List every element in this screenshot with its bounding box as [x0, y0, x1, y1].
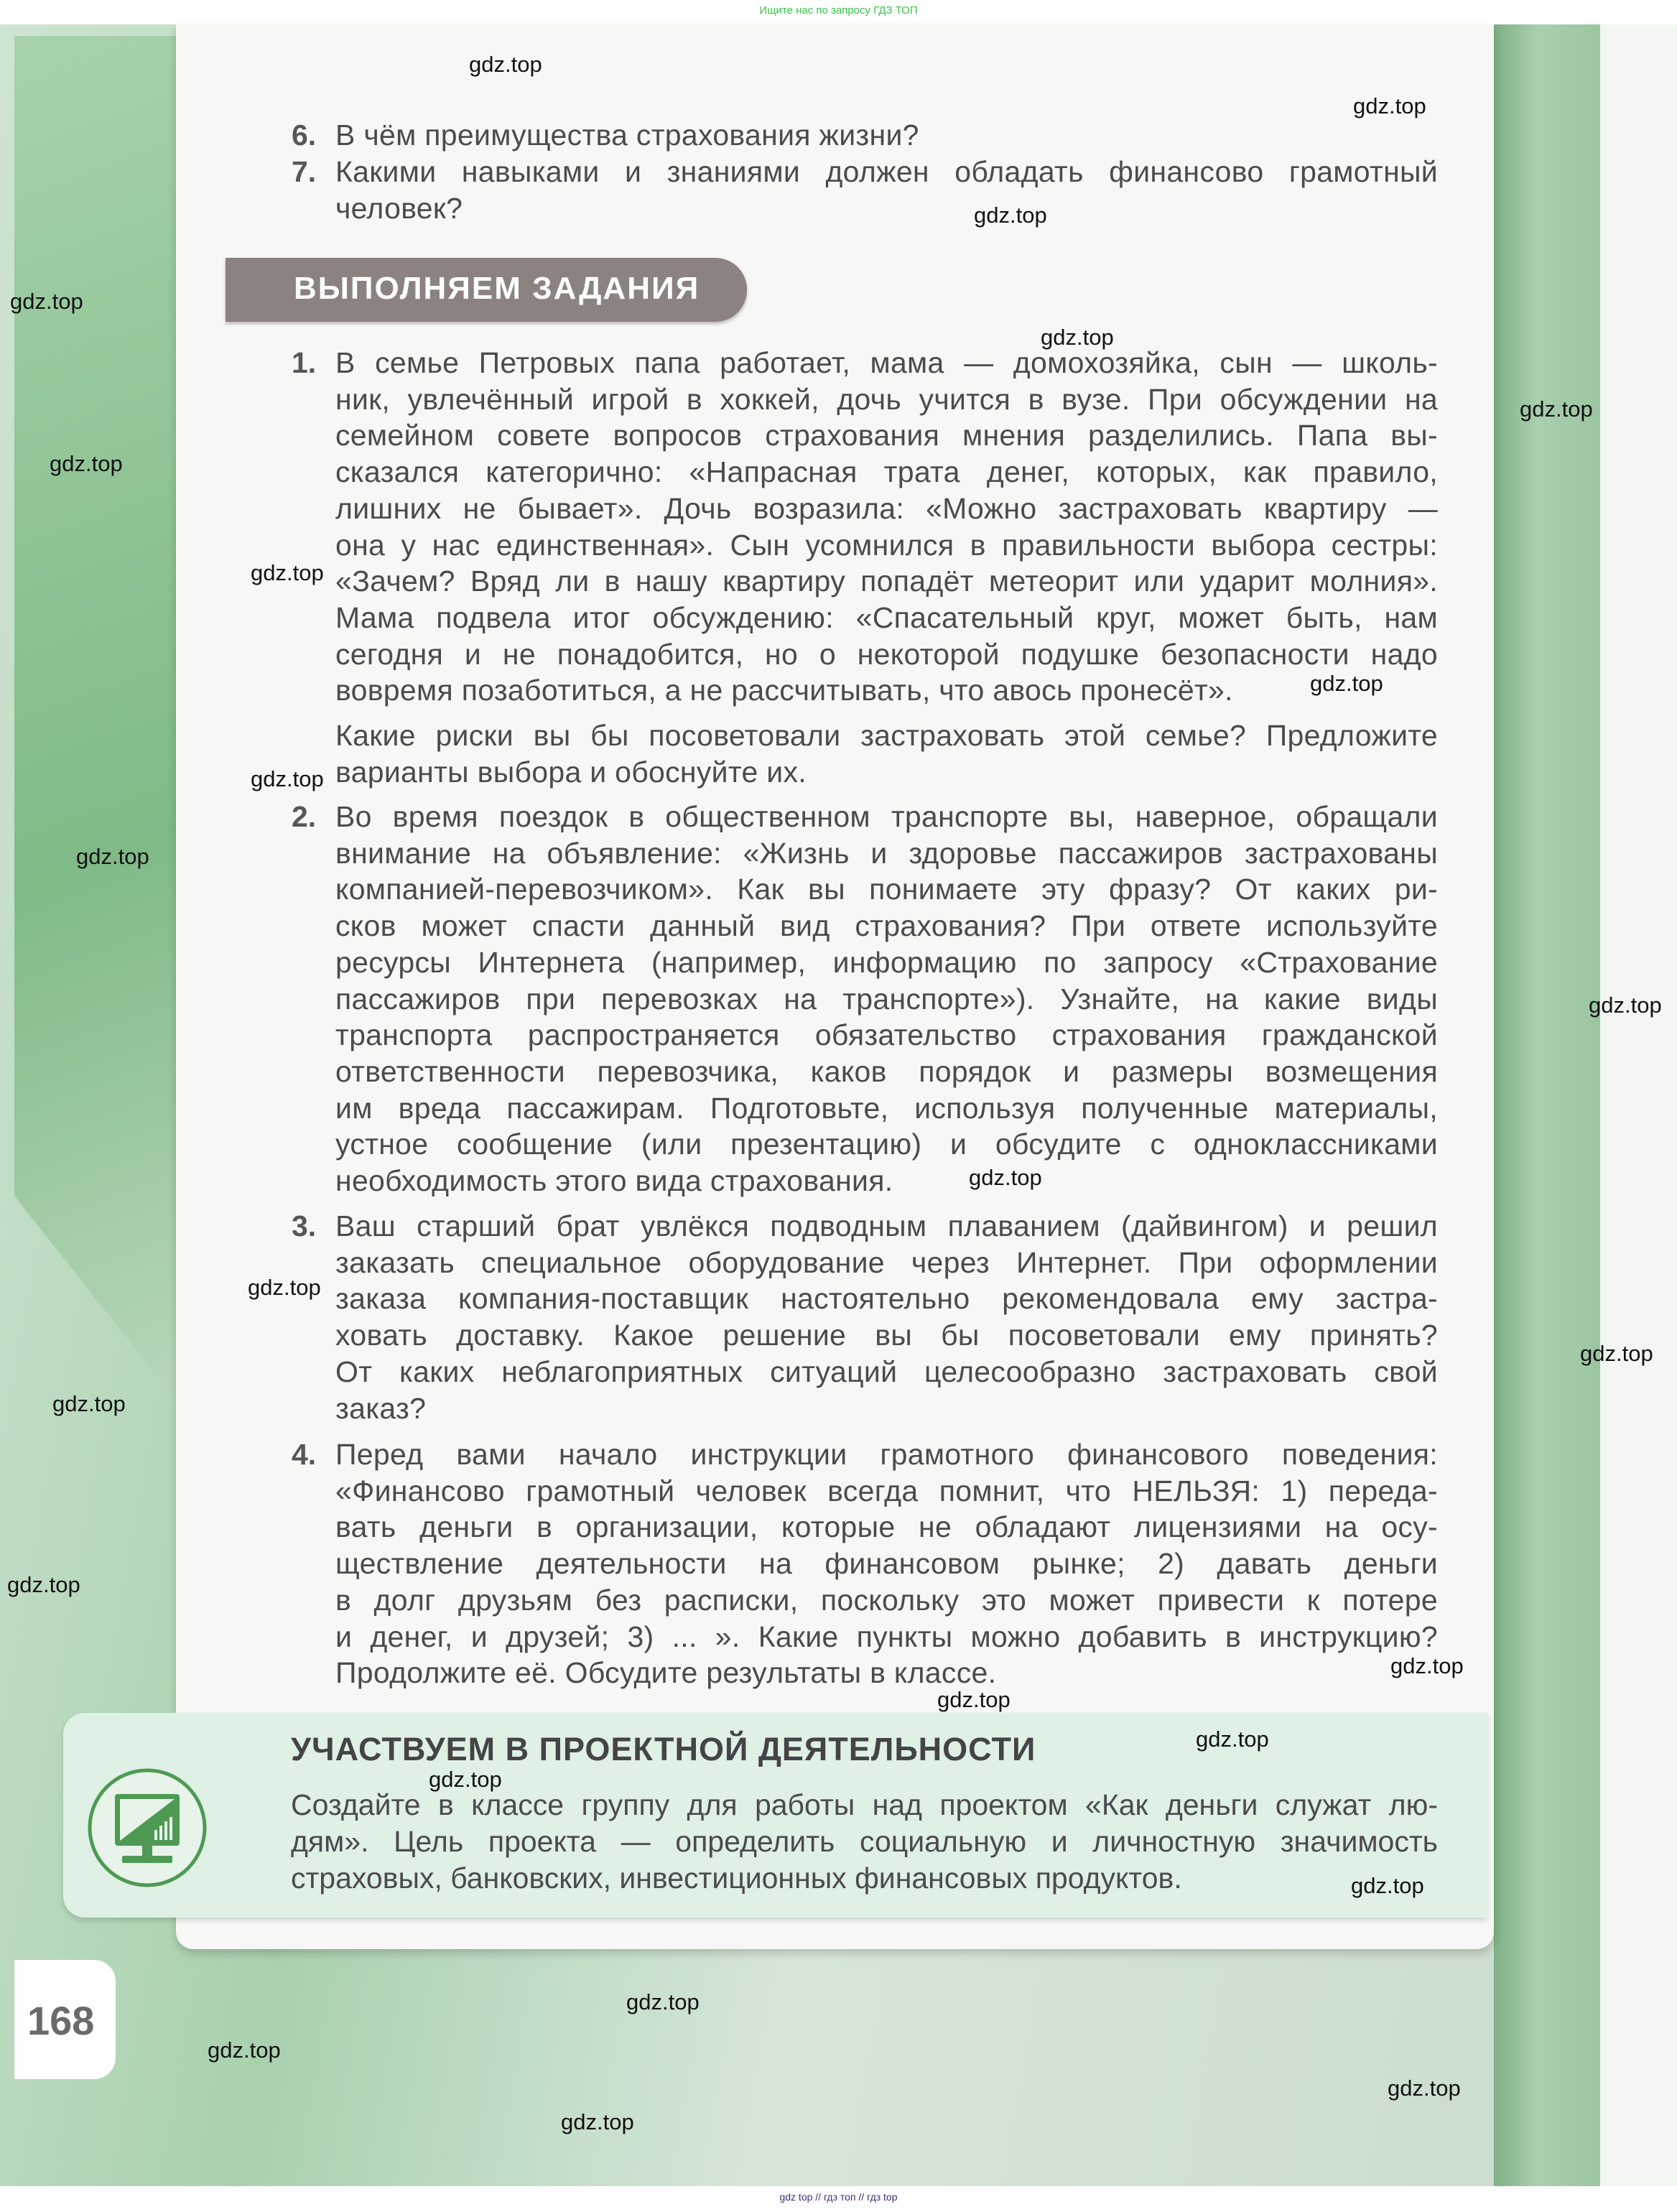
- watermark-text: gdz.top: [248, 1275, 321, 1300]
- section-title: ВЫПОЛНЯЕМ ЗАДАНИЯ: [294, 271, 700, 306]
- project-text-line: Создайте в классе группу для работы над проектом «Как деньги служат лю-: [291, 1788, 1438, 1821]
- task-text-line: В семье Петровых папа работает, мама — домохозяйка, сын — школь-: [335, 346, 1438, 379]
- watermark-text: gdz.top: [429, 1767, 502, 1792]
- task-question-line: варианты выбора и обоснуйте их.: [335, 755, 807, 789]
- task-text-line: Перед вами начало инструкции грамотного финансового поведения:: [335, 1438, 1438, 1471]
- watermark-text: gdz.top: [1520, 396, 1593, 422]
- watermark-text: gdz.top: [10, 289, 83, 314]
- question-number: 7.: [292, 155, 317, 188]
- watermark-text: gdz.top: [208, 2037, 281, 2063]
- question-text-line: человек?: [335, 191, 463, 225]
- watermark-text: gdz.top: [561, 2109, 634, 2134]
- task-text-line: вовремя позаботиться, а не рассчитывать, что авось пронесёт».: [335, 674, 1233, 707]
- watermark-text: gdz.top: [1390, 1653, 1464, 1678]
- section-header: [226, 258, 747, 322]
- task-text-line: транспорта распространяется обязательство страхования гражданской: [335, 1018, 1438, 1052]
- task-text-line: необходимость этого вида страхования.: [335, 1164, 893, 1197]
- watermark-text: gdz.top: [7, 1572, 80, 1597]
- top-banner-text: Ищите нас по запросу ГДЗ ТОП: [759, 4, 918, 17]
- watermark-text: gdz.top: [251, 560, 324, 585]
- task-number: 1.: [292, 346, 317, 379]
- watermark-text: gdz.top: [969, 1165, 1042, 1190]
- task-number: 3.: [292, 1209, 317, 1242]
- watermark-text: gdz.top: [1580, 1341, 1653, 1366]
- task-text-line: ховать доставку. Какое решение вы бы посоветовали ему принять?: [335, 1319, 1438, 1352]
- question-number: 6.: [292, 118, 317, 152]
- page-number-tab: [14, 1960, 116, 2079]
- task-text-line: сков может спасти данный вид страхования? При ответе используйте: [335, 909, 1438, 943]
- task-text-line: заказ?: [335, 1391, 427, 1425]
- question-text-line: Какими навыками и знаниями должен обладать финансово грамотный: [335, 155, 1438, 188]
- bottom-banner: [0, 2186, 1677, 2212]
- watermark-text: gdz.top: [50, 451, 123, 476]
- project-text-line: дям». Цель проекта — определить социальную и личностную значимость: [291, 1825, 1438, 1858]
- task-text-line: внимание на объявление: «Жизнь и здоровье пассажиров застрахованы: [335, 836, 1438, 870]
- watermark-text: gdz.top: [52, 1391, 126, 1416]
- task-text-line: пассажиров при перевозках на транспорте»). Узнайте, на какие виды: [335, 982, 1438, 1016]
- task-text-line: От каких неблагоприятных ситуаций целесообразно застраховать свой: [335, 1354, 1438, 1388]
- task-text-line: ник, увлечённый игрой в хоккей, дочь учится в вузе. При обсуждении на: [335, 382, 1438, 416]
- task-text-line: компанией-перевозчиком». Как вы понимаете эту фразу? От каких ри-: [335, 873, 1438, 906]
- task-question-line: Какие риски вы бы посоветовали застраховать этой семье? Предложите: [335, 719, 1438, 752]
- watermark-text: gdz.top: [1310, 671, 1383, 696]
- watermark-text: gdz.top: [1353, 93, 1426, 118]
- computer-monitor-chart-icon: [86, 1767, 208, 1889]
- project-text-line: страховых, банковских, инвестиционных финансовых продуктов.: [291, 1862, 1182, 1895]
- task-text-line: вать деньги в организации, которые не обладают лицензиями на осу-: [335, 1510, 1438, 1544]
- task-number: 2.: [292, 800, 317, 833]
- task-text-line: ществление деятельности на финансовом рынке; 2) давать деньги: [335, 1547, 1438, 1581]
- watermark-text: gdz.top: [937, 1687, 1011, 1712]
- task-text-line: заказать специальное оборудование через Интернет. При оформлении: [335, 1245, 1438, 1279]
- task-text-line: заказа компания-поставщик настоятельно рекомендовала ему застра-: [335, 1282, 1438, 1316]
- watermark-text: gdz.top: [1041, 325, 1114, 350]
- right-margin: [1600, 24, 1677, 2186]
- watermark-text: gdz.top: [1351, 1873, 1424, 1898]
- task-text-line: Во время поездок в общественном транспорте вы, наверное, обращали: [335, 800, 1438, 833]
- task-text-line: она у нас единственная». Сын усомнился в правильности выбора сестры:: [335, 528, 1438, 562]
- right-decor-strip: [1494, 24, 1602, 2186]
- task-text-line: «Зачем? Вряд ли в нашу квартиру попадёт метеорит или ударит молния».: [335, 564, 1438, 598]
- watermark-text: gdz.top: [1388, 2076, 1461, 2101]
- watermark-text: gdz.top: [626, 1989, 700, 2014]
- task-text-line: сегодня и не понадобится, но о некоторой подушке безопасности надо: [335, 637, 1438, 671]
- top-banner: [0, 0, 1677, 24]
- watermark-text: gdz.top: [76, 844, 149, 869]
- task-text-line: ресурсы Интернета (например, информацию по запросу «Страхование: [335, 945, 1438, 979]
- task-text-line: Мама подвела итог обсуждению: «Спасательный круг, может быть, нам: [335, 600, 1438, 634]
- bottom-banner-text: gdz top // гдз топ // гдз top: [779, 2191, 898, 2203]
- task-text-line: семейном совете вопросов страхования мнения разделились. Папа вы-: [335, 419, 1438, 452]
- task-text-line: лишних не бывает». Дочь возразила: «Можно застраховать квартиру —: [335, 491, 1438, 525]
- task-text-line: Ваш старший брат увлёкся подводным плаванием (дайвингом) и решил: [335, 1209, 1438, 1242]
- watermark-text: gdz.top: [1196, 1727, 1269, 1752]
- task-text-line: Продолжите её. Обсудите результаты в классе.: [335, 1656, 997, 1690]
- task-text-line: сказался категорично: «Напрасная трата денег, которых, как правило,: [335, 455, 1438, 489]
- task-number: 4.: [292, 1438, 317, 1471]
- watermark-text: gdz.top: [469, 52, 542, 77]
- project-title: УЧАСТВУЕМ В ПРОЕКТНОЙ ДЕЯТЕЛЬНОСТИ: [291, 1731, 1036, 1767]
- watermark-text: gdz.top: [974, 203, 1047, 228]
- task-text-line: «Финансово грамотный человек всегда помнит, что НЕЛЬЗЯ: 1) переда-: [335, 1474, 1438, 1507]
- task-text-line: им вреда пассажирам. Подготовьте, используя полученные материалы,: [335, 1091, 1438, 1125]
- task-text-line: в долг друзьям без расписки, поскольку это может привести к потере: [335, 1583, 1438, 1617]
- task-text-line: и денег, и друзей; 3) ... ». Какие пункты можно добавить в инструкцию?: [335, 1620, 1438, 1653]
- left-decor: [14, 36, 176, 1400]
- page-number: 168: [27, 1998, 95, 2043]
- question-text-line: В чём преимущества страхования жизни?: [335, 118, 919, 152]
- watermark-text: gdz.top: [1589, 993, 1662, 1018]
- task-text-line: ответственности перевозчика, каков порядок и размеры возмещения: [335, 1054, 1438, 1088]
- watermark-text: gdz.top: [251, 766, 324, 791]
- task-text-line: устное сообщение (или презентацию) и обсудите с одноклассниками: [335, 1128, 1438, 1161]
